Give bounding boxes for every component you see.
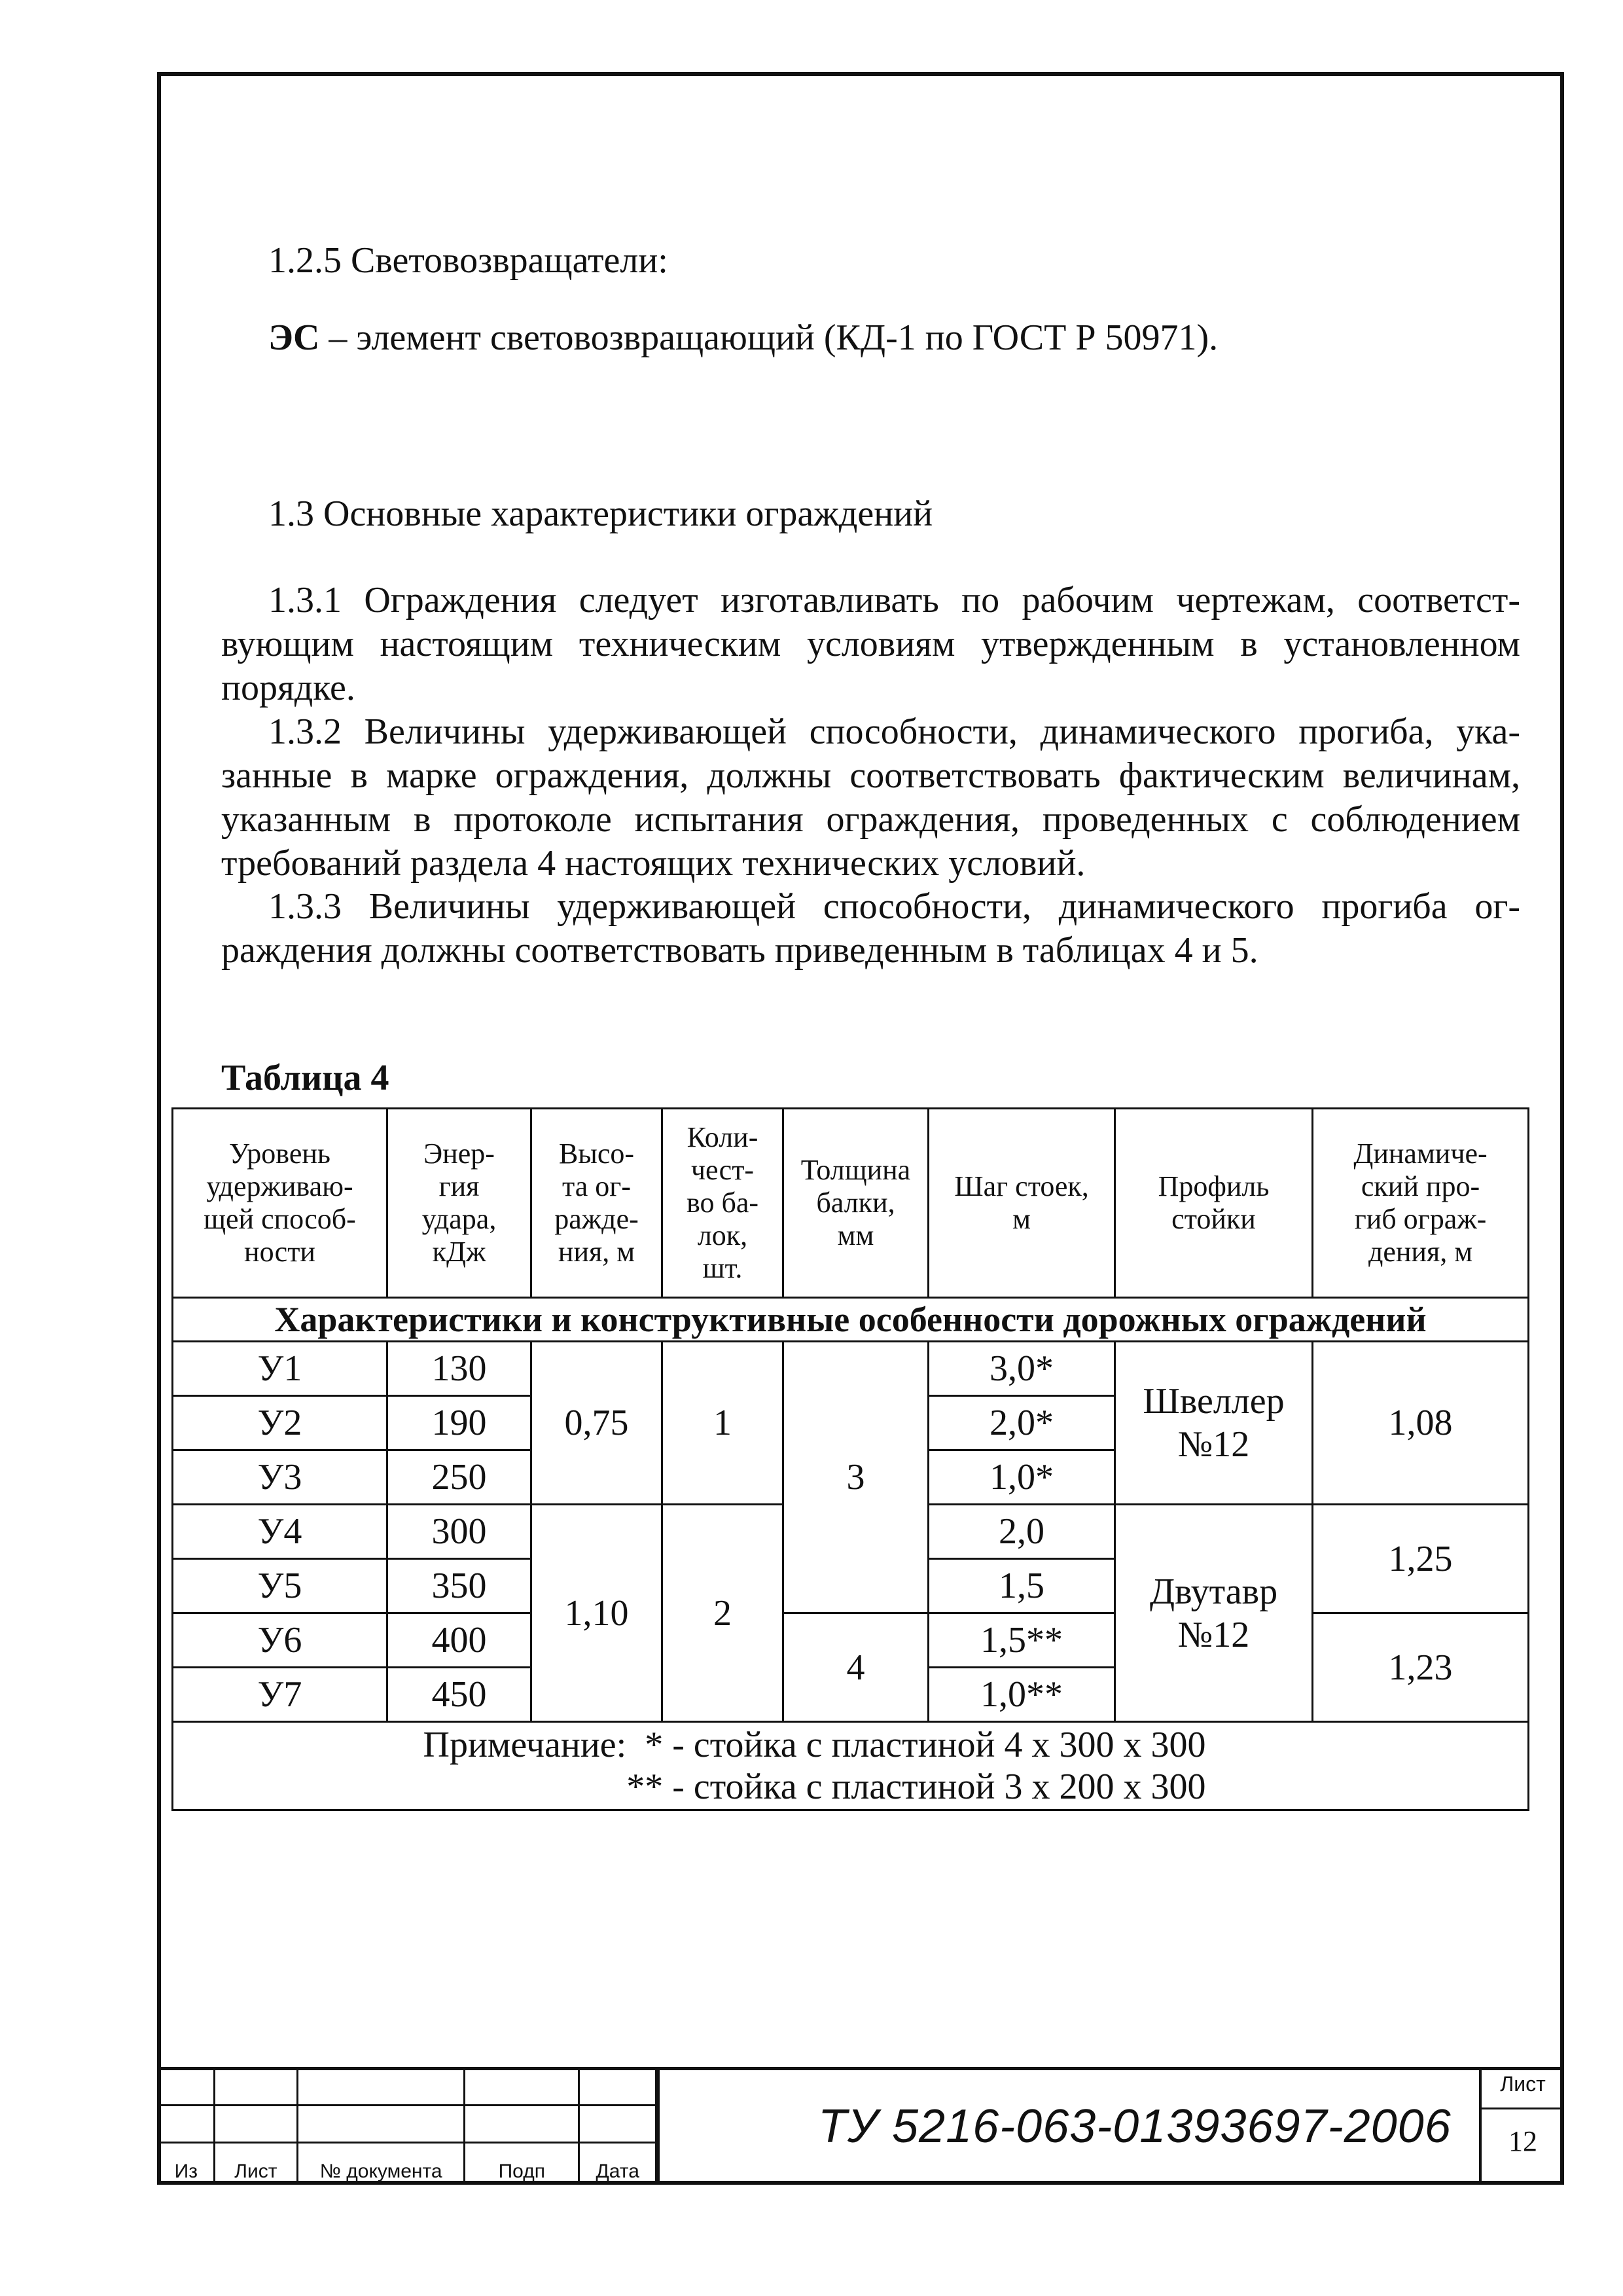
beams-cell: 1 (662, 1342, 783, 1505)
deflection-cell: 1,23 (1313, 1613, 1529, 1722)
title-block (157, 2067, 1564, 2185)
label-signature: Подп (465, 2143, 579, 2184)
table-row (173, 1342, 1529, 1396)
table-row (173, 1613, 1529, 1668)
paragraph-line: вующим настоящим техническим условиям утвержденным в установленном (221, 624, 1520, 664)
header-beams: Коли- чест- во ба- лок, шт. (662, 1109, 783, 1298)
paragraph-line: порядке. (221, 668, 355, 708)
step-cell: 1,5** (929, 1613, 1115, 1668)
energy-cell: 400 (387, 1613, 531, 1668)
height-cell: 0,75 (531, 1342, 662, 1505)
header-energy: Энер- гия удара, кДж (387, 1109, 531, 1298)
step-cell: 2,0 (929, 1505, 1115, 1559)
paragraph-line: требований раздела 4 настоящих технических условий. (221, 843, 1086, 884)
header-step: Шаг стоек, м (929, 1109, 1115, 1298)
level-cell: У6 (173, 1613, 387, 1668)
paragraph-line: указанным в протоколе испытания ограждения, проведенных с соблюдением (221, 799, 1520, 840)
sheet-label: Лист (1500, 2072, 1546, 2096)
sheet-box (1479, 2067, 1564, 2185)
label-date: Дата (579, 2143, 656, 2184)
profile-cell: Швеллер №12 (1115, 1342, 1313, 1505)
header-deflection: Динамиче- ский про- гиб ограж- дения, м (1313, 1109, 1529, 1298)
paragraph-133 (221, 885, 1520, 973)
label-iz: Из (158, 2143, 215, 2184)
header-thickness: Толщина балки, мм (783, 1109, 929, 1298)
energy-cell: 350 (387, 1559, 531, 1613)
energy-cell: 300 (387, 1505, 531, 1559)
header-level: Уровень удерживаю- щей способ- ности (173, 1109, 387, 1298)
revision-grid (157, 2067, 657, 2185)
energy-cell: 190 (387, 1396, 531, 1450)
deflection-cell: 1,08 (1313, 1342, 1529, 1505)
deflection-cell: 1,25 (1313, 1505, 1529, 1613)
title-block-divider (657, 2067, 660, 2185)
step-cell: 1,0* (929, 1450, 1115, 1505)
paragraph-line: 1.3.1 Ограждения следует изготавливать по рабочим чертежам, соответст- (268, 580, 1520, 620)
header-height: Высо- та ог- ражде- ния, м (531, 1109, 662, 1298)
section-125-heading: 1.2.5 Световозвращатели: (268, 240, 668, 281)
table-caption: Таблица 4 (221, 1058, 389, 1098)
thickness-cell: 4 (783, 1613, 929, 1722)
paragraph-132 (221, 710, 1520, 886)
table-header-row (173, 1109, 1529, 1298)
table-note (173, 1722, 1529, 1810)
document-code: ТУ 5216-063-01393697-2006 (818, 2100, 1452, 2153)
level-cell: У7 (173, 1668, 387, 1722)
table-note-row (173, 1722, 1529, 1810)
paragraph-line: 1.3.3 Величины удерживающей способности, динамического прогиба ог- (268, 886, 1520, 927)
step-cell: 3,0* (929, 1342, 1115, 1396)
height-cell: 1,10 (531, 1505, 662, 1722)
section-13-heading: 1.3 Основные характеристики ограждений (268, 493, 933, 534)
level-cell: У3 (173, 1450, 387, 1505)
sheet-divider (1482, 2108, 1564, 2109)
step-cell: 1,0** (929, 1668, 1115, 1722)
label-doc-number: № документа (298, 2143, 465, 2184)
table-4 (171, 1107, 1529, 1811)
table-section-row (173, 1298, 1529, 1342)
header-profile: Профиль стойки (1115, 1109, 1313, 1298)
step-cell: 1,5 (929, 1559, 1115, 1613)
paragraph-131 (221, 579, 1520, 710)
step-cell: 2,0* (929, 1396, 1115, 1450)
level-cell: У2 (173, 1396, 387, 1450)
level-cell: У4 (173, 1505, 387, 1559)
es-term: ЭС (268, 317, 320, 358)
paragraph-line: раждения должны соответствовать приведенным в таблицах 4 и 5. (221, 930, 1258, 971)
note-line: ** - стойка с пластиной 3 х 200 х 300 (626, 1767, 1206, 1807)
profile-cell: Двутавр №12 (1115, 1505, 1313, 1722)
note-line: Примечание: * - стойка с пластиной 4 х 300 х 300 (423, 1725, 1206, 1765)
paragraph-line: занные в марке ограждения, должны соответствовать фактическим величинам, (221, 755, 1520, 796)
thickness-cell: 3 (783, 1342, 929, 1613)
energy-cell: 450 (387, 1668, 531, 1722)
section-title: Характеристики и конструктивные особенности дорожных ограждений (173, 1298, 1529, 1342)
paragraph-line: 1.3.2 Величины удерживающей способности, динамического прогиба, ука- (268, 711, 1520, 752)
es-text: – элемент световозвращающий (КД-1 по ГОСТ Р 50971). (319, 317, 1219, 358)
level-cell: У5 (173, 1559, 387, 1613)
sheet-number: 12 (1508, 2125, 1537, 2157)
energy-cell: 130 (387, 1342, 531, 1396)
energy-cell: 250 (387, 1450, 531, 1505)
level-cell: У1 (173, 1342, 387, 1396)
es-definition (268, 316, 1218, 360)
label-list: Лист (214, 2143, 298, 2184)
beams-cell: 2 (662, 1505, 783, 1722)
